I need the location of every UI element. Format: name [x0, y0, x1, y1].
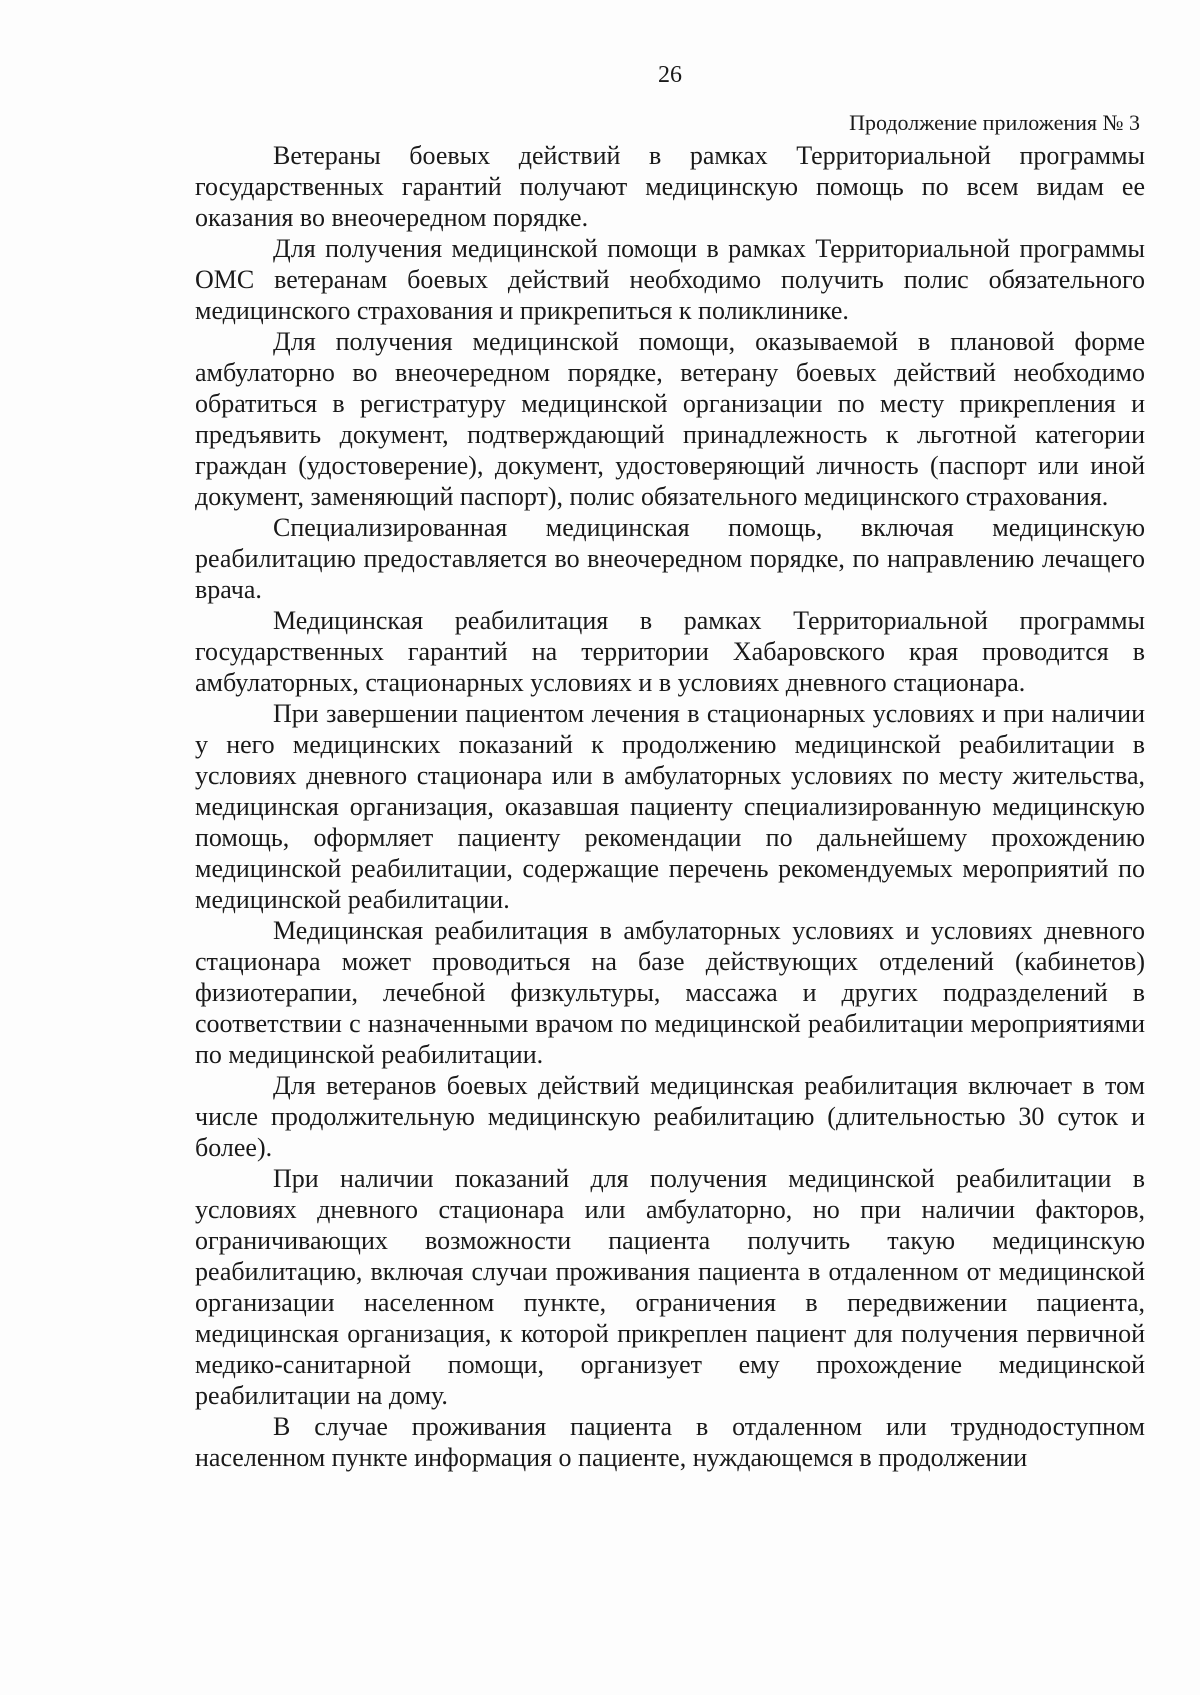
- paragraph: При завершении пациентом лечения в стационарных условиях и при наличии у него медицинских показаний к продолжению медицинской реабилитации в условиях дневного стационара или в амбулаторных условиях по месту жительства, медицинская организация, оказавшая пациенту специализированную медицинскую помощь, оформляет пациенту рекомендации по дальнейшему прохождению медицинской реабилитации, содержащие перечень рекомендуемых мероприятий по медицинской реабилитации.: [195, 699, 1145, 914]
- paragraph: В случае проживания пациента в отдаленном или труднодоступном населенном пункте информация о пациенте, нуждающемся в продолжении: [195, 1412, 1145, 1472]
- page-number: 26: [658, 62, 682, 88]
- paragraph: Медицинская реабилитация в амбулаторных условиях и условиях дневного стационара может проводиться на базе действующих отделений (кабинетов) физиотерапии, лечебной физкультуры, массажа и других подразделений в соответствии с назначенными врачом по медицинской реабилитации мероприятиями по медицинской реабилитации.: [195, 916, 1145, 1069]
- paragraph: Ветераны боевых действий в рамках Территориальной программы государственных гарантий получают медицинскую помощь по всем видам ее оказания во внеочередном порядке.: [195, 141, 1145, 232]
- paragraph: При наличии показаний для получения медицинской реабилитации в условиях дневного стационара или амбулаторно, но при наличии факторов, ограничивающих возможности пациента получить такую медицинскую реабилитацию, включая случаи проживания пациента в отдаленном от медицинской организации населенном пункте, ограничения в передвижении пациента, медицинская организация, к которой прикреплен пациент для получения первичной медико-санитарной помощи, организует ему прохождение медицинской реабилитации на дому.: [195, 1164, 1145, 1410]
- paragraph: Специализированная медицинская помощь, включая медицинскую реабилитацию предоставляется во внеочередном порядке, по направлению лечащего врача.: [195, 513, 1145, 604]
- appendix-continuation-note: Продолжение приложения № 3: [849, 110, 1140, 135]
- paragraph: Медицинская реабилитация в рамках Территориальной программы государственных гарантий на территории Хабаровского края проводится в амбулаторных, стационарных условиях и в условиях дневного стационара.: [195, 606, 1145, 697]
- paragraph: Для ветеранов боевых действий медицинская реабилитация включает в том числе продолжительную медицинскую реабилитацию (длительностью 30 суток и более).: [195, 1071, 1145, 1162]
- paragraph: Для получения медицинской помощи в рамках Территориальной программы ОМС ветеранам боевых действий необходимо получить полис обязательного медицинского страхования и прикрепиться к поликлинике.: [195, 234, 1145, 325]
- document-body: [195, 140, 1145, 1473]
- paragraph: Для получения медицинской помощи, оказываемой в плановой форме амбулаторно во внеочередном порядке, ветерану боевых действий необходимо обратиться в регистратуру медицинской организации по месту прикрепления и предъявить документ, подтверждающий принадлежность к льготной категории граждан (удостоверение), документ, удостоверяющий личность (паспорт или иной документ, заменяющий паспорт), полис обязательного медицинского страхования.: [195, 327, 1145, 511]
